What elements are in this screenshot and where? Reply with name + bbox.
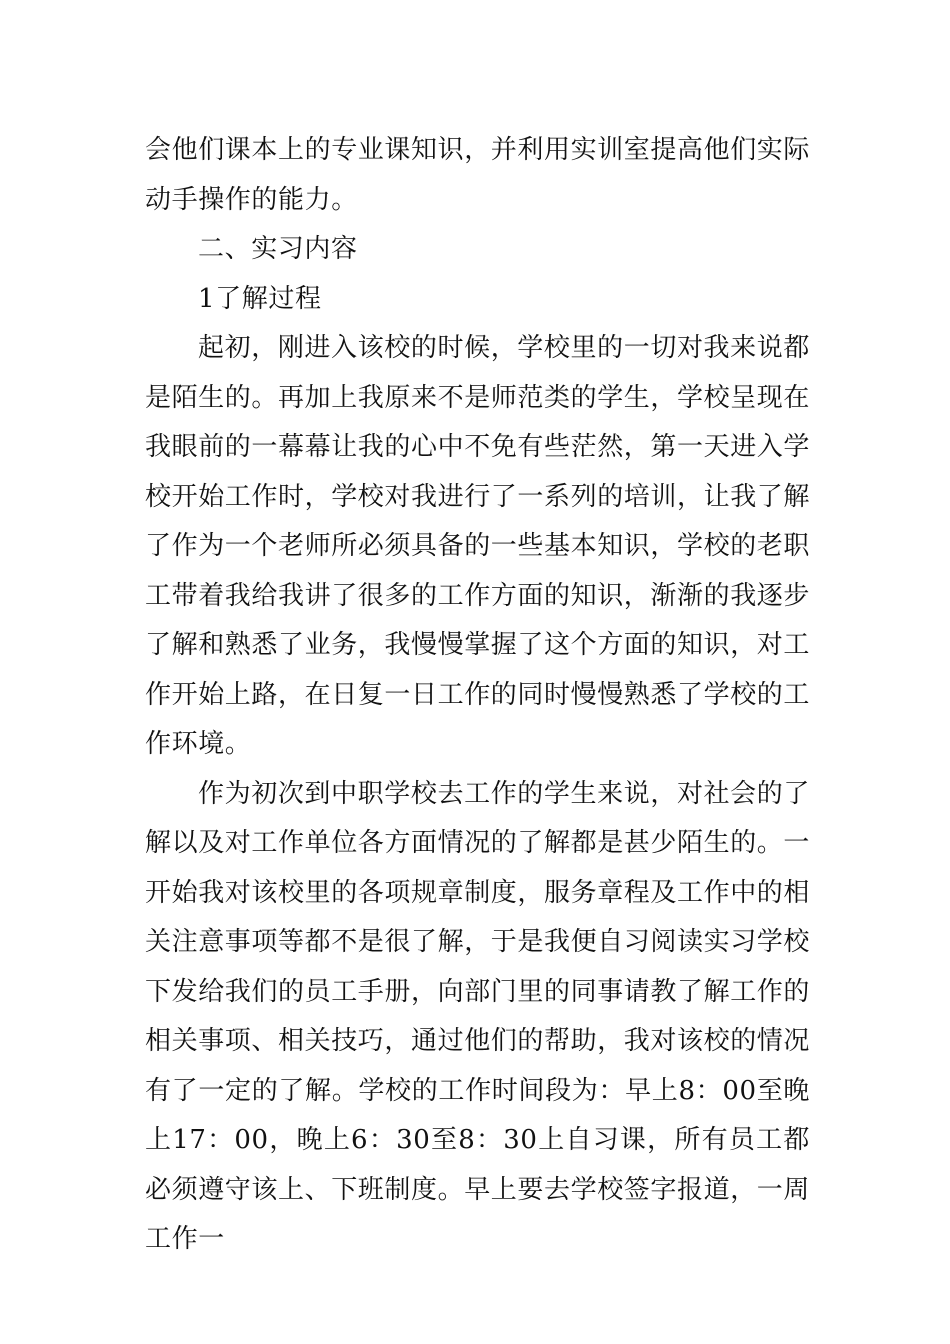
paragraph-continuation: 会他们课本上的专业课知识，并利用实训室提高他们实际动手操作的能力。 bbox=[145, 135, 811, 215]
document-body bbox=[145, 126, 810, 1265]
section-heading: 二、实习内容 bbox=[198, 234, 358, 264]
paragraph-beginning: 起初，刚进入该校的时候，学校里的一切对我来说都是陌生的。再加上我原来不是师范类的学生，学校呈现在我眼前的一幕幕让我的心中不免有些茫然，第一天进入学校开始工作时，学校对我进行了一系列的培训，让我了解了作为一个老师所必须具备的一些基本知识，学校的老职工带着我给我讲了很多的工作方面的知识，渐渐的我逐步了解和熟悉了业务，我慢慢掌握了这个方面的知识，对工作开始上路，在日复一日工作的同时慢慢熟悉了学校的工作环境。 bbox=[145, 333, 811, 759]
subsection-heading: 1了解过程 bbox=[198, 283, 322, 314]
paragraph-first-time-work: 作为初次到中职学校去工作的学生来说，对社会的了解以及对工作单位各方面情况的了解都是甚少陌生的。一开始我对该校里的各项规章制度，服务章程及工作中的相关注意事项等都不是很了解，于是我便自习阅读实习学校下发给我们的员工手册，向部门里的同事请教了解工作的相关事项、相关技巧，通过他们的帮助，我对该校的情况有了一定的了解。学校的工作时间段为：早上8：00至晚上17：00，晚上6：30至8：30上自习课，所有员工都必须遵守该上、下班制度。早上要去学校签字报道，一周工作一 bbox=[145, 778, 811, 1254]
